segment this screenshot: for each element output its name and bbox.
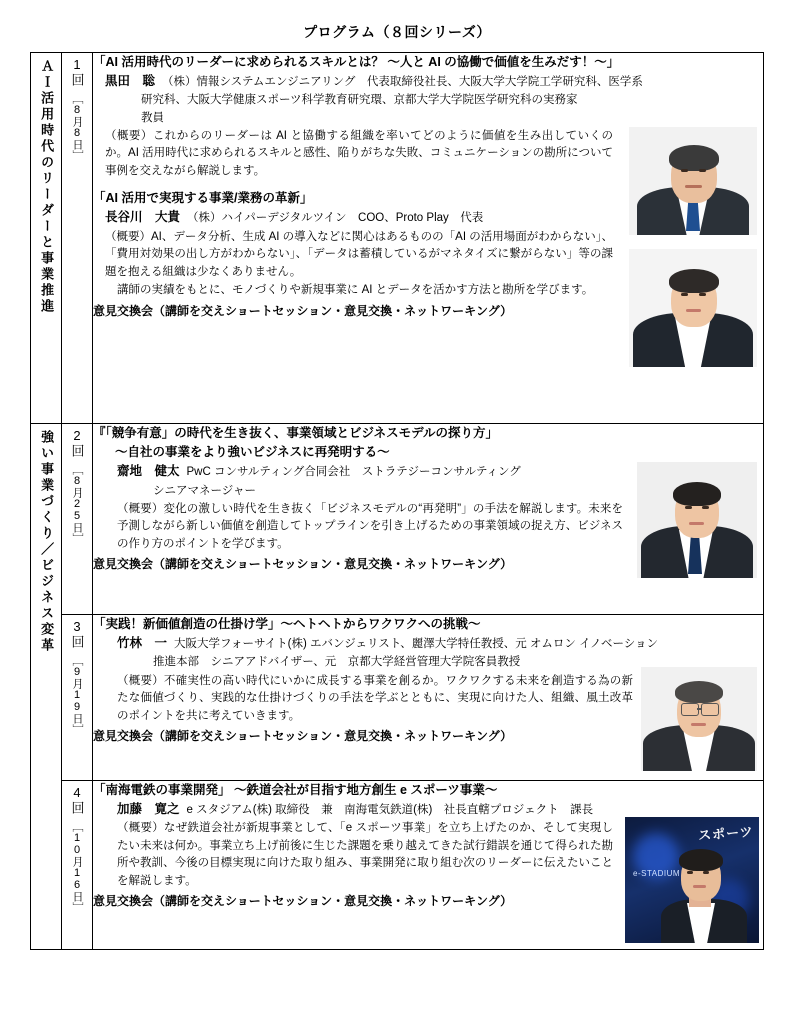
session-abstract-1b-2: 講師の実績をもとに、モノづくりや新規事業に AI とデータを活かす方法と勘所を学びます。 (117, 284, 594, 297)
session-content-1 (93, 53, 764, 424)
session-number-2: 2回 (69, 428, 85, 458)
session-abstract-1a: （概要）これからのリーダーは AI と協働する組織を率いてどのように価値を生み出していくのか。AI 活用時代に求められるスキルと感性、陥りがちな失敗、コミュニケーションの勘所について事例を交えながら解説します。 (105, 129, 613, 177)
exchange-session-3: 意見交換会（講師を交えショートセッション・意見交換・ネットワーキング） (93, 729, 513, 744)
speaker-affiliation-2: PwC コンサルティング合同会社 ストラテジーコンサルティング (186, 466, 521, 479)
session-subtitle-2: ～自社の事業をより強いビジネスに再発明する～ (115, 445, 390, 460)
session-title-1b: 「AI 活用で実現する事業/業務の革新」 (93, 191, 313, 206)
session-title-4: 「南海電鉄の事業開発」 ～鉄道会社が目指す地方創生 e スポーツ事業～ (93, 783, 498, 797)
section-label-cell-ai (31, 53, 62, 424)
esports-logo-text: スポーツ (697, 824, 754, 843)
speaker-affiliation-3: 大阪大学フォーサイト(株) エバンジェリスト、麗澤大学特任教授、元 オムロン イノベーション (174, 638, 658, 651)
speaker-name-3: 竹林 一 (117, 636, 168, 651)
session-date-1: ［8月8日］ (71, 93, 83, 161)
speaker-affiliation-1a: （株）情報システムエンジニアリング 代表取締役社長、大阪大学大学院工学研究科、医学系 (162, 76, 643, 89)
esports-logo-sub: e-STADIUM (633, 869, 681, 878)
session-abstract-3: （概要）不確実性の高い時代にいかに成長する事業を創るか。ワクワクする未来を創造する為の新たな価値づくり、実践的な仕掛けづくりの手法を学ぶとともに、実現に向けた人、組織、風土改革のポイントを共に考えていきます。 (117, 674, 633, 722)
photo-saichi (637, 462, 757, 578)
photo-hasegawa (629, 249, 757, 367)
section-label-ai: ＡＩ活用時代のリーダーと事業推進 (39, 59, 55, 315)
session-date-4: ［10月16日］ (71, 821, 83, 913)
session-number-cell-1 (62, 53, 93, 424)
speaker-affiliation-1b: （株）ハイパーデジタルツイン COO、Proto Play 代表 (187, 212, 484, 225)
table-row (31, 781, 764, 950)
session-title-2: 『「競争有意」の時代を生き抜く、事業領域とビジネスモデルの探り方」 (93, 426, 499, 440)
speaker-affiliation-2-line2: シニアマネージャー (153, 484, 257, 497)
session-number-cell-4 (62, 781, 93, 950)
speaker-affiliation-1a-line3: 教員 (141, 111, 164, 124)
program-table (30, 52, 764, 950)
speaker-affiliation-1a-line2: 研究科、大阪大学健康スポーツ科学教育研究環、京都大学大学院医学研究科の実務家 (141, 94, 578, 107)
session-number-cell-3 (62, 615, 93, 781)
session-number-3: 3回 (69, 619, 85, 649)
session-abstract-1b: （概要）AI、データ分析、生成 AI の導入などに関心はあるものの「AI の活用場面がわからない」、「費用対効果の出し方がわからない」、「データは蓄積しているがマネタイズに繋がらない」等の課題を抱える組織は少なくありません。 (105, 230, 613, 278)
section-label-cell-business (31, 424, 62, 950)
session-abstract-4: （概要）なぜ鉄道会社が新規事業として、「e スポーツ事業」を立ち上げたのか、そして実現したい未来は何か。事業立ち上げ前後に生じた課題を乗り越えてきた試行錯誤を通じて得られた勘所や教訓、今後の目標実現に向けた取り組み、事業開発に取り組む次のリーダーに伝えたいことを解説します。 (117, 822, 613, 887)
session-abstract-2: （概要）変化の激しい時代を生き抜く「ビジネスモデルの“再発明”」の手法を解説します。未来を予測しながら新しい価値を創造してトップラインを引き上げるための事業領域の捉え方、ビジネスの作り方のポイントを学びます。 (117, 502, 623, 550)
session-content-3 (93, 615, 764, 781)
session-content-2 (93, 424, 764, 615)
page-title: プログラム（８回シリーズ） (303, 24, 491, 40)
session-content-4 (93, 781, 764, 950)
session-title-1a: 「AI 活用時代のリーダーに求められるスキルとは？ ～人と AI の協働で価値を生みだす！～」 (93, 55, 620, 69)
session-title-3: 「実践！新価値創造の仕掛け学」～ヘトヘトからワクワクへの挑戦～ (93, 617, 481, 631)
speaker-name-4: 加藤 寛之 (117, 802, 180, 817)
photo-kuroda (629, 127, 757, 235)
speaker-affiliation-4: e スタジアム(株) 取締役 兼 南海電気鉄道(株) 社長直轄プロジェクト 課長 (186, 804, 594, 817)
session-number-1: 1回 (69, 57, 85, 87)
speaker-name-1b: 長谷川 大貴 (105, 210, 181, 225)
speaker-1a (93, 72, 763, 91)
session-number-cell-2 (62, 424, 93, 615)
table-row (31, 53, 764, 424)
speaker-3 (93, 634, 763, 653)
exchange-session-2: 意見交換会（講師を交えショートセッション・意見交換・ネットワーキング） (93, 557, 513, 572)
speaker-affiliation-3-line2: 推進本部 シニアアドバイザー、元 京都大学経営管理大学院客員教授 (153, 656, 521, 669)
table-row (31, 615, 764, 781)
speaker-name-2: 齋地 健太 (117, 464, 180, 479)
table-row (31, 424, 764, 615)
exchange-session-4: 意見交換会（講師を交えショートセッション・意見交換・ネットワーキング） (93, 894, 513, 909)
session-date-3: ［9月19日］ (71, 655, 83, 735)
session-date-2: ［8月25日］ (71, 464, 83, 544)
session-number-4: 4回 (69, 785, 85, 815)
speaker-name-1a: 黒田 聡 (105, 74, 156, 89)
exchange-session-1: 意見交換会（講師を交えショートセッション・意見交換・ネットワーキング） (93, 303, 513, 318)
section-label-business: 強い事業づくり／ビジネス変革 (39, 430, 55, 654)
photo-kato (625, 817, 759, 943)
photo-takebayashi (641, 667, 757, 771)
